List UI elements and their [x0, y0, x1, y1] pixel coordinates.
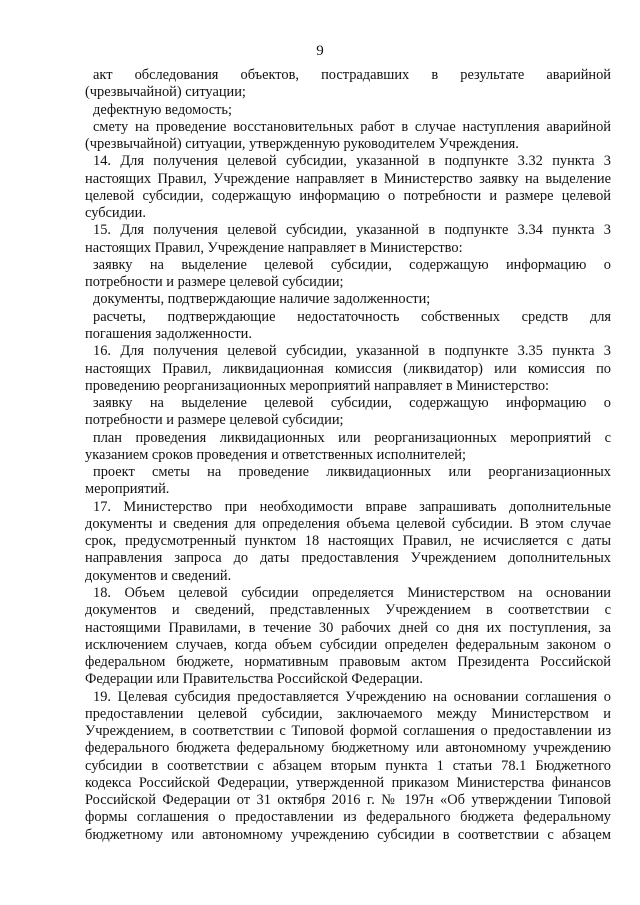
text-line: 18. Объем целевой субсидии определяется Министерством на основании — [93, 584, 611, 601]
text-line: срок, предусмотренный пунктом 18 настоящих Правил, не исчисляется с даты — [85, 533, 611, 550]
text-line: 17. Министерство при необходимости вправе запрашивать дополнительные — [93, 498, 611, 515]
text-line: документов и сведений, представленных Учреждением в соответствии с — [85, 602, 611, 619]
text-line: предоставлении целевой субсидии, заключаемого между Министерством и — [85, 705, 611, 722]
text-line: исключением случаев, когда объем субсидии определен федеральным законом о — [85, 636, 611, 653]
text-line: направления запроса до даты предоставления Учреждением дополнительных — [85, 550, 611, 567]
text-line: настоящих Правил, Учреждение направляет в Министерство заявку на выделение — [85, 170, 611, 187]
text-line: 16. Для получения целевой субсидии, указанной в подпункте 3.35 пункта 3 — [93, 343, 611, 360]
text-line: указанием сроков проведения и ответственных исполнителей; — [85, 446, 466, 463]
text-line: 19. Целевая субсидия предоставляется Учреждению на основании соглашения о — [93, 688, 611, 705]
document-body — [85, 67, 611, 844]
text-line: целевой субсидии, содержащую информацию о потребности и размере целевой — [85, 187, 611, 204]
text-line: проект сметы на проведение ликвидационных или реорганизационных — [93, 464, 611, 481]
text-line: кодекса Российской Федерации, утвержденной приказом Министерства финансов — [85, 774, 611, 791]
text-line: мероприятий. — [85, 481, 170, 498]
text-line: федеральном бюджете, нормативным правовым актом Президента Российской — [85, 654, 611, 671]
text-line: бюджетному или автономному учреждению субсидии в соответствии с абзацем — [85, 826, 611, 843]
text-line: дефектную ведомость; — [93, 101, 232, 118]
text-line: 15. Для получения целевой субсидии, указанной в подпункте 3.34 пункта 3 — [93, 222, 611, 239]
text-line: потребности и размере целевой субсидии; — [85, 412, 344, 429]
text-line: документов и сведений. — [85, 567, 232, 584]
text-line: субсидии. — [85, 205, 146, 222]
text-line: проведению реорганизационных мероприятий направляет в Министерство: — [85, 377, 550, 394]
text-line: смету на проведение восстановительных работ в случае наступления аварийной — [93, 118, 611, 135]
text-line: Учреждением, в соответствии с Типовой формой соглашения о предоставлении из — [85, 723, 611, 740]
page-number: 9 — [316, 43, 324, 59]
text-line: потребности и размере целевой субсидии; — [85, 274, 344, 291]
text-line: документы и сведения для определения объема целевой субсидии. В этом случае — [85, 515, 611, 532]
text-line: акт обследования объектов, пострадавших в результате аварийной — [93, 67, 611, 83]
text-line: документы, подтверждающие наличие задолженности; — [93, 291, 431, 308]
text-line: федерального бюджета федеральному бюджетному или автономному учреждению — [85, 740, 611, 757]
text-line: субсидии в соответствии с абзацем вторым пункта 1 статьи 78.1 Бюджетного — [85, 757, 611, 774]
text-line: Российской Федерации от 31 октября 2016 г. № 197н «Об утверждении Типовой — [85, 792, 611, 809]
text-line: (чрезвычайной) ситуации; — [85, 84, 246, 101]
text-line: формы соглашения о предоставлении из федерального бюджета федеральному — [85, 809, 611, 826]
text-line: (чрезвычайной) ситуации, утвержденную руководителем Учреждения. — [85, 136, 519, 153]
text-line: настоящими Правилами, в течение 30 рабочих дней со дня их поступления, за — [85, 619, 611, 636]
text-line: заявку на выделение целевой субсидии, содержащую информацию о — [93, 256, 611, 273]
text-line: расчеты, подтверждающие недостаточность собственных средств для — [93, 308, 611, 325]
text-line: погашения задолженности. — [85, 325, 252, 342]
text-line: настоящих Правил, Учреждение направляет в Министерство: — [85, 239, 463, 256]
text-line: настоящих Правил, ликвидационная комиссия (ликвидатор) или комиссия по — [85, 360, 611, 377]
text-line: план проведения ликвидационных или реорганизационных мероприятий с — [93, 429, 611, 446]
text-line: 14. Для получения целевой субсидии, указанной в подпункте 3.32 пункта 3 — [93, 153, 611, 170]
text-line: Федерации или Правительства Российской Федерации. — [85, 671, 423, 688]
text-line: заявку на выделение целевой субсидии, содержащую информацию о — [93, 395, 611, 412]
